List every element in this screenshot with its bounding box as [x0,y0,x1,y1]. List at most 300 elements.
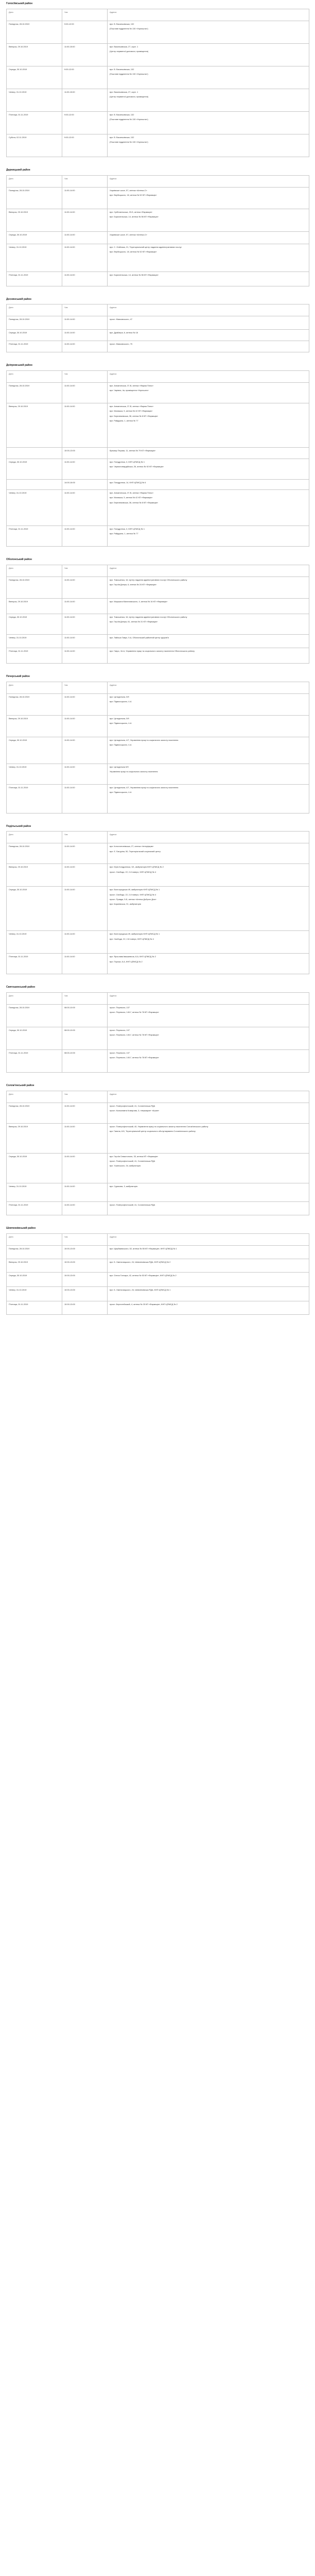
table-row [7,316,309,330]
date-header: Дата [7,993,62,1005]
address-line: Харківське шосе, 57, аптека «Аптека-С» [110,189,147,192]
table-row [7,341,309,352]
address-cell [108,187,309,209]
table-row [7,931,309,954]
address-line: просп. Перемоги, 140-Г, аптека № 78 КП «Фармація» [110,1056,159,1059]
time-cell: 10:00-13:00 [62,1286,108,1301]
table-row [7,1050,309,1073]
time-header: Час [62,371,108,383]
date-header: Дата [7,371,62,383]
address-header: Адреса [108,9,309,21]
address-cell [108,954,309,974]
header-row [7,832,309,843]
date-cell: Понеділок, 28.10.2019 [7,1005,62,1027]
address-line: вул. Волгоградська 49, амбулаторія КНП ЦПМСД № 1 [110,888,160,891]
address-line: (Поштове відділення № 130 «Укрпошта») [110,73,148,76]
address-cell [108,89,309,111]
address-cell [108,1103,309,1123]
time-cell: 11:00-14:00 [62,187,108,209]
address-line: вул. Кирилівська, 91, амбулаторія [110,903,141,906]
table-row [7,526,309,547]
address-line: вул. Вербицького, 18, аптека № 52 КП «Фармація» [110,193,157,196]
address-line: вул. Попудренка, 3, КНП ЦПМСД № 1 [110,528,145,530]
address-cell [108,931,309,954]
date-cell: П'ятниця, 01.11.2019 [7,111,62,134]
address-header: Адреса [108,832,309,843]
schedule-table [6,1091,309,1215]
time-cell: 11:00-14:00 [62,1183,108,1201]
schedule-table [6,565,309,664]
address-line: (Центр первинної допомоги, приміщення) [110,95,149,98]
address-cell [108,272,309,286]
address-line: вул. Підвисоцького, 4-А [110,790,132,793]
table-row [7,634,309,648]
address-cell [108,403,309,448]
address-cell [108,1005,309,1027]
table-row [7,737,309,764]
date-cell: П'ятниця, 01.11.2019 [7,341,62,352]
address-line: вул. Алматинська, 37-В, аптека «Фарма Плюс» [110,492,154,494]
district-section [6,364,309,547]
table-row [7,715,309,737]
time-cell: 11:00-14:00 [62,864,108,887]
address-line: (Поштове відділення № 130 «Укрпошта») [110,141,148,144]
address-line: Управління праці та соціального захисту населення [110,770,158,773]
date-cell: Понеділок, 28.10.2019 [7,187,62,209]
header-row [7,371,309,383]
address-line: вул. Березняківська, 36, аптека № 8 КП «Фармація» [110,501,158,504]
date-cell: П'ятниця, 01.11.2019 [7,1301,62,1314]
schedule-table [6,682,309,814]
date-cell: Вівторок, 29.10.2019 [7,209,62,231]
address-cell [108,737,309,764]
address-cell [108,843,309,864]
address-cell [108,1123,309,1153]
address-cell [108,341,309,352]
address-line: вул. В. Васильківська, 132 [110,22,134,25]
date-cell: Вівторок, 29.10.2019 [7,598,62,614]
address-line: (Центр первинної допомоги, приміщення) [110,50,149,53]
time-cell: 11:00-14:00 [62,1153,108,1183]
address-header: Адреса [108,1091,309,1103]
date-cell: П'ятниця, 01.11.2019 [7,272,62,286]
date-cell: П'ятниця, 01.11.2019 [7,1201,62,1215]
table-row [7,887,309,931]
address-cell [108,1153,309,1183]
time-cell: 11:00-14:00 [62,1103,108,1123]
time-cell: 11:00-14:00 [62,330,108,341]
address-line: вул. Гавела, 8-Б, Територіальний центр соціального обслуговування Солом'янського району [110,1130,196,1133]
date-cell: Вівторок, 29.10.2019 [7,403,62,448]
address-cell [108,1183,309,1201]
address-cell [108,231,309,244]
address-cell [108,526,309,547]
date-header: Дата [7,175,62,187]
address-line: вул. Березняківська, 36, аптека № 8 КП «Фармація» [110,414,158,417]
date-cell: Четвер, 31.10.2019 [7,1286,62,1301]
date-header: Дата [7,1233,62,1245]
address-line: вул. Бориспільська, 14, аптека № 56 КП «Фармація» [110,273,159,276]
time-cell: 10:00-13:00 [62,1272,108,1286]
date-cell: Четвер, 31.10.2019 [7,1183,62,1201]
address-line: вул. Ярослава Івашкевича, 8-А, КНП ЦПМСД № 2 [110,955,156,958]
district-title: Святошинський район [6,986,36,989]
address-cell [108,21,309,43]
address-line: Харківське шосе, 57, аптека «Аптека-С» [110,233,147,236]
address-line: вул. Цитадельна 5/9 [110,765,129,768]
address-cell [108,209,309,231]
date-cell: Понеділок, 28.10.2019 [7,693,62,715]
time-header: Час [62,565,108,577]
address-cell [108,693,309,715]
schedule-table [6,304,309,352]
address-cell [108,134,309,157]
date-cell: Середа, 30.10.2019 [7,1027,62,1050]
district-title: Голосіївський район [6,2,33,5]
table-row [7,209,309,231]
schedule-table [6,175,309,286]
time-cell: 11:00-14:00 [62,931,108,954]
time-cell: 08:00-10:00 [62,1050,108,1073]
address-line: вул. Бориспільська, 14, аптека № 56 КП «Фармація» [110,215,159,218]
time-cell: 11:00-15:00 [62,89,108,111]
date-cell: Вівторок, 29.10.2019 [7,864,62,887]
date-header: Дата [7,1091,62,1103]
address-line: просп. Повітрофлотський, 40, Управління праці та соціального захисту населення Солом'янського району [110,1125,208,1128]
header-row [7,1091,309,1103]
date-cell: Четвер, 31.10.2019 [7,931,62,954]
table-row [7,231,309,244]
address-cell [108,614,309,634]
table-row [7,187,309,209]
address-line: вул. Червоногвардійська, 26, аптека № 92 КП «Фармація» [110,465,164,468]
address-cell [108,330,309,341]
address-line: вул. Тимошенка, 16, Центр надання адміністративних послуг Оболонського району [110,578,187,581]
date-cell: Середа, 30.10.2019 [7,1272,62,1286]
address-line: просп. Повітрофлотський, 41, Солом'янська РДА [110,1104,155,1107]
address-line: вул. Цитадельна, 4/7, Управління праці та соціального захисту населення [110,786,179,789]
address-cell [108,634,309,648]
date-cell: П'ятниця, 01.11.2019 [7,648,62,663]
table-row [7,1286,309,1301]
date-cell: Середа, 30.10.2019 [7,614,62,634]
address-line: вул. Срібнокільська, 20-Б, аптека «Фармація» [110,210,152,213]
table-row [7,1103,309,1123]
address-line: вул. Підвисоцького, 4-А [110,700,132,703]
district-section [6,2,309,157]
schedule-table [6,1233,309,1315]
address-cell [108,459,309,480]
address-line: вул. Попудренка, 3, КНП ЦПМСД № 1 [110,461,145,463]
address-line: вул. Гавро, 16-А, Управління праці та соціального захисту населення Оболонського району [110,649,195,652]
address-line: вул. Юрія Кондратюка, 3/1, амбулаторія КНП ЦПМСД № 2 [110,866,164,869]
table-row [7,1183,309,1201]
address-line: просп. Перемоги, 140-Г, аптека № 78 КП «Фармація» [110,1011,159,1014]
address-line: вул. В. Васильківська, 132 [110,113,134,116]
time-cell: 10:00-13:00 [62,448,108,459]
time-cell: 11:00-14:00 [62,715,108,737]
table-row [7,843,309,864]
time-cell: 11:00-14:00 [62,784,108,813]
header-row [7,682,309,693]
address-line: вул. Вербицького, 18, аптека № 52 КП «Фармація» [110,250,157,253]
address-line: вул. Попудренка, 14, КНП ЦПМСД № 6 [110,481,146,484]
address-header: Адреса [108,993,309,1005]
table-row [7,764,309,784]
schedule-table [6,992,309,1073]
address-line: (Поштове відділення № 130 «Укрпошта») [110,118,148,121]
time-cell: 9:00-12:00 [62,66,108,89]
time-cell: 11:00-14:00 [62,244,108,272]
address-line: вул. Ушинського, 34, амбулаторія [110,1164,141,1167]
date-cell: Понеділок, 28.10.2019 [7,1103,62,1123]
time-cell: 11:00-14:00 [62,209,108,231]
address-cell [108,598,309,614]
address-line: просп. Перемоги, 140-Г, аптека № 78 КП «Фармація» [110,1033,159,1037]
time-cell: 11:00-14:00 [62,693,108,715]
address-line: вул. В. Васильківська, 132 [110,67,134,71]
address-cell [108,66,309,89]
table-row [7,89,309,111]
time-header: Час [62,304,108,316]
date-header: Дата [7,832,62,843]
district-section [6,298,309,353]
table-row [7,598,309,614]
time-cell: 9:00-12:00 [62,111,108,134]
header-row [7,304,309,316]
time-header: Час [62,993,108,1005]
address-line: вул. Героїв Дніпра, 6, аптека № 24 КП «Фармація» [110,583,157,586]
address-line: вул. Райдужна, 1, аптека № 77 [110,532,138,535]
address-line: просп. Берестейський, 4, аптека № 25 КП «Фармація», КНП ЦПМСД № 2 [110,1302,178,1306]
table-row [7,448,309,459]
time-cell: 11:00-14:00 [62,526,108,547]
time-cell: 11:00-14:00 [62,843,108,864]
time-header: Час [62,9,108,21]
table-row [7,954,309,974]
date-cell: Четвер, 31.10.2019 [7,634,62,648]
time-cell: 11:00-14:00 [62,231,108,244]
table-row [7,1123,309,1153]
address-line: просп. Маяковського, 47 [110,318,133,321]
date-cell: П'ятниця, 01.11.2019 [7,954,62,974]
address-cell [108,1272,309,1286]
address-line: просп. Перемоги, 107 [110,1029,130,1031]
time-cell: 11:00-14:00 [62,459,108,480]
address-line: вул. Цитадельна, 4/7, Управління праці та соціального захисту населення [110,738,179,741]
time-cell: 10:00-13:00 [62,1301,108,1314]
address-line: вул. Малишка, 5, аптека № 42 КП «Фармація» [110,410,153,413]
address-line: просп. Повітрофлотський, 41, Солом'янська РДА [110,1203,155,1206]
address-line: просп. Правди, 5-Б, аптека «Аптека Доброго Дня» [110,897,156,901]
time-cell: 11:00-14:00 [62,316,108,330]
date-cell: Середа, 30.10.2019 [7,231,62,244]
district-title: Подільський район [6,824,31,828]
date-cell: Вівторок, 29.10.2019 [7,715,62,737]
address-line: вул. Васильківська, 27, корп. 1 [110,45,138,48]
address-cell [108,1201,309,1215]
time-cell: 11:00-14:00 [62,490,108,526]
table-row [7,21,309,43]
district-title: Солом'янський район [6,1084,34,1087]
address-line: просп. Свободи, 22, 2-й поверх, КНП ЦПМСД № 4 [110,893,156,896]
time-cell: 11:00-14:00 [62,887,108,931]
address-line: вул. С. Олійника, 21, Територіальний центр надання адміністративних послуг [110,245,182,248]
date-header: Дата [7,565,62,577]
time-cell: 11:00-14:00 [62,341,108,352]
header-row [7,175,309,187]
address-cell [108,715,309,737]
address-header: Адреса [108,1233,309,1245]
district-title: Дніпровський район [6,364,32,367]
date-cell: Середа, 30.10.2019 [7,737,62,764]
address-cell [108,1301,309,1314]
table-row [7,490,309,526]
time-cell: 11:00-14:00 [62,403,108,448]
time-cell: 11:00-14:00 [62,954,108,974]
address-header: Адреса [108,175,309,187]
address-line: просп. Маяковського, 75 [110,343,133,346]
date-cell: Понеділок, 28.10.2019 [7,843,62,864]
time-cell: 11:00-14:00 [62,577,108,598]
table-row [7,1153,309,1183]
district-section [6,558,309,664]
date-cell [7,480,62,490]
header-row [7,9,309,21]
table-row [7,1259,309,1272]
date-cell: Четвер, 31.10.2019 [7,490,62,526]
district-section [6,1084,309,1215]
time-cell: 9:00-12:00 [62,21,108,43]
time-cell: 11:00-15:00 [62,43,108,66]
table-row [7,1301,309,1314]
date-cell: Середа, 30.10.2019 [7,887,62,931]
district-section [6,168,309,286]
address-cell [108,1027,309,1050]
time-cell: 11:00-14:00 [62,1123,108,1153]
header-row [7,1233,309,1245]
address-cell [108,577,309,598]
district-section [6,675,309,814]
address-line: вул. Маршала Малиновського, 4, аптека № 16 КП «Фармація» [110,600,168,603]
address-header: Адреса [108,371,309,383]
table-row [7,459,309,480]
table-row [7,330,309,341]
district-section [6,825,309,975]
address-line: вул. Волгоградська 49, амбулаторія КНП ЦПМСД № 1 [110,933,160,936]
table-row [7,244,309,272]
district-section [6,1227,309,1315]
address-line: вул. Цитадельна, 5/9 [110,717,129,720]
date-header: Дата [7,682,62,693]
time-cell: 08:00-10:00 [62,1005,108,1027]
time-cell: 11:00-14:00 [62,272,108,286]
date-cell [7,448,62,459]
address-line: вул. Алматинська, 37-В, аптека «Фарма Плюс» [110,384,154,387]
table-row [7,43,309,66]
time-header: Час [62,1091,108,1103]
address-cell [108,111,309,134]
address-line: вул. Сурикова, 3, амбулаторія [110,1184,138,1188]
date-cell: Вівторок, 29.10.2019 [7,1259,62,1272]
time-header: Час [62,682,108,693]
address-line: вул. Лайоша Гавро, 9-А, Оболонський районний центр здоров'я [110,636,169,639]
address-line: вул. Драйзера, 6, аптека № 18 [110,331,138,334]
address-line: вул. Чарівна, 4а, приміщення «Укрпошти» [110,389,149,392]
time-header: Час [62,175,108,187]
table-row [7,577,309,598]
address-cell [108,448,309,459]
table-row [7,1201,309,1215]
table-row [7,66,309,89]
address-line: бульвар Перова, 11, аптека № 79 КП «Фармація» [110,449,156,452]
address-line: вул. Підвисоцького, 4-А [110,721,132,724]
time-cell: 9:00-12:00 [62,134,108,157]
table-row [7,134,309,157]
time-cell: 11:00-14:00 [62,598,108,614]
date-cell: Середа, 30.10.2019 [7,459,62,480]
address-line: (Поштове відділення № 130 «Укрпошта») [110,27,148,30]
date-cell: Вівторок, 29.10.2019 [7,1123,62,1153]
address-cell [108,864,309,887]
date-cell: Понеділок, 28.10.2019 [7,1245,62,1259]
table-row [7,693,309,715]
address-cell [108,764,309,784]
date-cell: Вівторок, 29.10.2019 [7,43,62,66]
date-cell: П'ятниця, 01.11.2019 [7,526,62,547]
schedule-table [6,831,309,974]
time-header: Час [62,832,108,843]
district-title: Шевченківський район [6,1226,36,1230]
time-cell: 11:00-14:00 [62,1201,108,1215]
table-row [7,864,309,887]
time-cell: 11:00-14:00 [62,648,108,663]
address-line: просп. Свободи, 22, 2-й поверх, КНП ЦПМСД № 4 [110,870,156,873]
date-header: Дата [7,9,62,21]
time-cell: 11:00-14:00 [62,614,108,634]
address-line: вул. Героїв Дніпра, 61, аптека № 31 КП «Фармація» [110,620,158,623]
address-cell [108,490,309,526]
address-header: Адреса [108,682,309,693]
table-row [7,1027,309,1050]
schedule-table [6,370,309,547]
address-cell [108,887,309,931]
time-cell: 11:00-14:00 [62,737,108,764]
date-header: Дата [7,304,62,316]
time-cell: 10:00-13:00 [62,1245,108,1259]
address-header: Адреса [108,304,309,316]
address-cell [108,1259,309,1272]
district-title: Оболонський район [6,558,32,561]
date-cell: Понеділок, 28.10.2019 [7,316,62,330]
address-line: вул. Б. Хмельницького, 24, Шевченківська РДА, КНП ЦПМСД № 1 [110,1288,171,1291]
address-line: просп. Космонавта Комарова, 3, гіпермаркет «Ашан» [110,1109,160,1112]
time-cell: 11:00-14:00 [62,634,108,648]
date-cell: Понеділок, 28.10.2019 [7,21,62,43]
address-line: вул. Райдужна, 1, аптека № 77 [110,419,138,422]
address-line: просп. Повітрофлотський, 41, Солом'янська РДА [110,1160,155,1163]
date-cell: Середа, 30.10.2019 [7,1153,62,1183]
address-line: вул. Є. Батуріна, 50, Територіальний соціальний центр [110,850,161,853]
address-cell [108,1286,309,1301]
address-cell [108,784,309,813]
address-line: вул. Тимошенка, 16, Центр надання адміністративних послуг Оболонського району [110,615,187,618]
address-line: вул. Б. Хмельницького, 24, Шевченківська РДА, КНП ЦПМСД № 2 [110,1260,171,1263]
date-cell: Четвер, 31.10.2019 [7,764,62,784]
date-cell: Середа, 30.10.2019 [7,66,62,89]
table-row [7,403,309,448]
address-cell [108,648,309,663]
